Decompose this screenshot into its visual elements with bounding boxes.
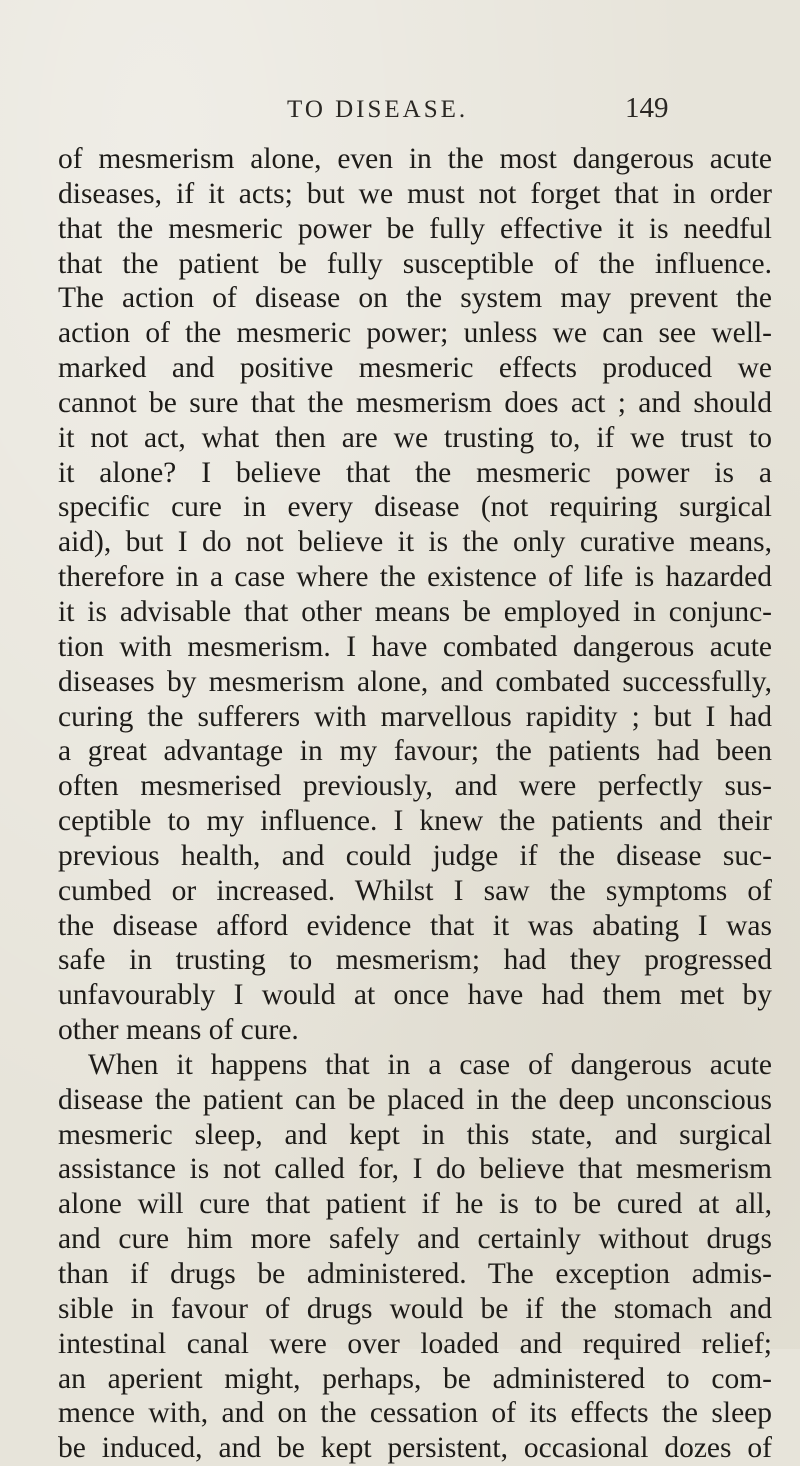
running-header [0,92,800,136]
text-line: of mesmerism alone, even in the most dangerous acute [58,143,772,175]
text-line: be induced, and be kept persistent, occasional dozes of [58,1432,772,1465]
text-line: marked and positive mesmeric effects produced we [58,352,772,385]
text-line: often mesmerised previously, and were perfectly sus- [58,770,772,803]
paragraph-start-line: When it happens that in a case of dangerous acute [88,1048,772,1081]
text-line: mesmeric sleep, and kept in this state, and surgical [58,1118,772,1151]
text-line: cannot be sure that the mesmerism does act ; and should [58,386,772,419]
text-line: aid), but I do not believe it is the only curative means, [58,526,772,559]
text-line: safe in trusting to mesmerism; had they progressed [58,944,772,977]
text-line: and cure him more safely and certainly without drugs [58,1223,772,1256]
text-line: diseases, if it acts; but we must not forget that in order [58,177,772,210]
text-line: mence with, and on the cessation of its effects the sleep [58,1397,772,1430]
text-line: it alone? I believe that the mesmeric power is a [58,456,772,489]
text-line: diseases by mesmerism alone, and combated successfully, [58,665,772,698]
text-line: cumbed or increased. Whilst I saw the symptoms of [58,874,772,907]
text-line: that the patient be fully susceptible of the influence. [58,247,772,280]
paragraph-end-line: other means of cure. [58,1014,299,1047]
text-line: an aperient might, perhaps, be administered to com- [58,1362,772,1395]
text-line: alone will cure that patient if he is to be cured at all, [58,1188,772,1221]
text-line: disease the patient can be placed in the deep unconscious [58,1083,772,1116]
text-line: it not act, what then are we trusting to, if we trust to [58,421,772,454]
text-line: intestinal canal were over loaded and required relief; [58,1327,772,1360]
text-line: assistance is not called for, I do believe that mesmerism [58,1153,772,1186]
text-line: it is advisable that other means be employed in conjunc- [58,595,772,628]
text-line: therefore in a case where the existence of life is hazarded [58,561,772,594]
text-line: that the mesmeric power be fully effective it is needful [58,212,772,245]
text-line: than if drugs be administered. The exception admis- [58,1258,772,1290]
text-line: the disease afford evidence that it was abating I was [58,909,772,942]
text-line: ceptible to my influence. I knew the patients and their [58,805,772,838]
page-number: 149 [625,92,669,124]
text-line: The action of disease on the system may prevent the [58,282,772,315]
text-line: unfavourably I would at once have had them met by [58,979,772,1012]
running-title: TO DISEASE. [287,96,469,123]
text-line: a great advantage in my favour; the patients had been [58,735,772,768]
text-line: tion with mesmerism. I have combated dangerous acute [58,630,772,663]
text-line: curing the sufferers with marvellous rapidity ; but I had [58,700,772,733]
text-line: previous health, and could judge if the disease suc- [58,839,772,872]
body-text [58,142,772,1466]
text-line: sible in favour of drugs would be if the stomach and [58,1292,772,1325]
text-line: specific cure in every disease (not requiring surgical [58,491,772,524]
text-line: action of the mesmeric power; unless we can see well- [58,317,772,350]
